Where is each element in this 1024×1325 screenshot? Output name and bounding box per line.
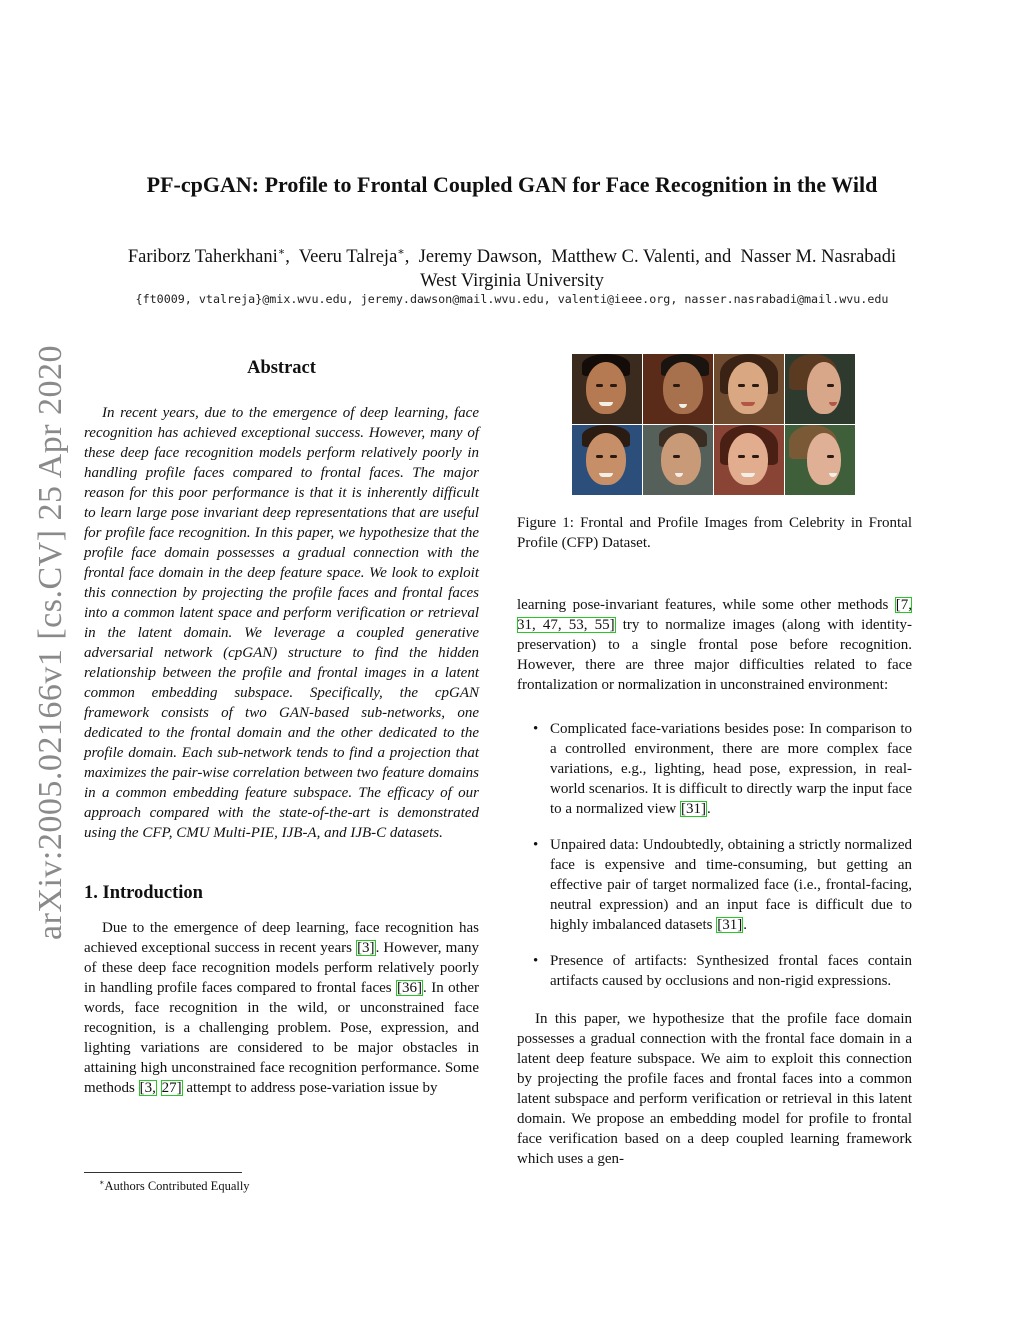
face-thumbnail-profile	[643, 354, 713, 424]
introduction-heading: 1. Introduction	[84, 883, 203, 903]
text-run: Complicated face-variations besides pose: In comparison to a controlled environment, there are more complex face variations, e.g., lighting, head pose, expression, in real-world scenarios. It is difficult to directly warp the input face to a normalized view	[550, 721, 912, 817]
text-run: Presence of artifacts: Synthesized frontal faces contain artifacts caused by occlusions and non-rigid expressions.	[550, 953, 912, 989]
citation-link[interactable]: [36]	[397, 980, 423, 996]
face-thumbnail-profile	[785, 354, 855, 424]
citation-link[interactable]: [3,	[139, 1080, 156, 1096]
text-run: try to normalize images (along with identity-preservation) to a single frontal pose before recognition. However, there are three major difficulties related to face frontalization or normalization in unconstrained environment:	[517, 617, 912, 693]
face-thumbnail-frontal	[572, 425, 642, 495]
text-run: .	[743, 917, 747, 933]
figure-caption: Figure 1: Frontal and Profile Images from Celebrity in Frontal Profile (CFP) Dataset.	[517, 515, 912, 551]
right-column	[517, 354, 912, 1169]
face-thumbnail-frontal	[714, 354, 784, 424]
author-name: Matthew C. Valenti, and	[551, 247, 732, 268]
footnote-rule	[84, 1172, 242, 1173]
citation-link[interactable]: [31]	[717, 917, 743, 933]
affiliation: West Virginia University	[420, 271, 604, 292]
bullet-icon: •	[533, 721, 539, 737]
author-name: Jeremy Dawson,	[418, 247, 542, 268]
bullet-icon: •	[533, 837, 539, 853]
text-run: Unpaired data: Undoubtedly, obtaining a strictly normalized face is expensive and time-consuming, but getting an effective pair of target normalized face (i.e., frontal-facing, neutral expression) and an input face is difficult due to highly imbalanced datasets	[550, 837, 912, 933]
citation-link[interactable]: [7, 31, 47, 53, 55]	[517, 597, 912, 633]
list-item	[517, 835, 912, 935]
right-paragraph-2: In this paper, we hypothesize that the profile face domain possesses a gradual connection with the frontal face domain in a latent deep feature subspace. We aim to exploit this connection by projecting the profile faces and frontal faces into a common latent subspace and perform verification or retrieval in this latent domain. We propose an embedding model for profile to frontal face verification based on a deep coupled learning framework which uses a gen-	[517, 1011, 912, 1167]
text-run: . In other words, face recognition in the wild, or unconstrained face recognition, is a challenging problem. Pose, expression, and lighting variations are considered to be major obstacles in attaining high unconstrained face recognition performance. Some methods	[84, 980, 479, 1096]
face-thumbnail-profile	[785, 425, 855, 495]
citation-link[interactable]: [31]	[680, 801, 706, 817]
author-name: Fariborz Taherkhani	[127, 247, 278, 268]
right-paragraph-1	[517, 595, 912, 695]
text-run: . However, many of these deep face recognition models perform relatively poorly in handling profile faces compared to frontal faces	[84, 940, 479, 996]
abstract-text: In recent years, due to the emergence of deep learning, face recognition has achieved exceptional success. However, many of these deep face recognition models perform relatively poorly in handling profile faces compared to frontal faces. The major reason for this poor performance is that it is inherently difficult to learn large pose invariant deep representations that are useful for profile face recognition. In this paper, we hypothesize that the profile face domain possesses a gradual connection with the frontal face domain in the deep feature space. We look to exploit this connection by projecting the profile faces and frontal faces into a common latent space and perform verification or retrieval in the latent domain. We leverage a coupled generative adversarial network (cpGAN) structure to find the hidden relationship between the profile and frontal images in a latent common embedding subspace. Specifically, the cpGAN framework consists of two GAN-based sub-networks, one dedicated to the frontal domain and the other dedicated to the profile domain. Each sub-network tends to find a projection that maximizes the pair-wise correlation between two feature domains in a common embedding feature subspace. The efficacy of our approach compared with the state-of-the-art is demonstrated using the CFP, CMU Multi-PIE, IJB-A, and IJB-C datasets.	[84, 405, 479, 841]
face-thumbnail-profile	[643, 425, 713, 495]
text-run: learning pose-invariant features, while some other methods	[517, 597, 895, 613]
footnote-mark: ∗	[99, 1178, 105, 1187]
list-item	[517, 719, 912, 819]
author-name: Veeru Talreja	[298, 247, 398, 268]
paper-title: PF-cpGAN: Profile to Frontal Coupled GAN for Face Recognition in the Wild	[146, 172, 878, 197]
left-column	[84, 354, 479, 1098]
author-block: Fariborz Taherkhani∗, Veeru Talreja∗, Jeremy Dawson, Matthew C. Valenti, and Nasser M. Nasrabadi West Virginia University	[127, 246, 897, 292]
text-run: Due to the emergence of deep learning, face recognition has achieved exceptional success in recent years	[84, 920, 479, 956]
citation-link[interactable]: 27]	[161, 1080, 182, 1096]
author-emails: {ft0009, vtalreja}@mix.wvu.edu, jeremy.dawson@mail.wvu.edu, valenti@ieee.org, nasser.nasrabadi@mail.wvu.edu	[135, 292, 889, 306]
abstract-heading: Abstract	[247, 358, 316, 378]
face-thumbnail-frontal	[572, 354, 642, 424]
equal-contribution-mark: ∗	[277, 246, 286, 258]
list-item	[517, 951, 912, 991]
difficulties-list	[517, 719, 912, 991]
citation-link[interactable]: [3]	[357, 940, 375, 956]
introduction-paragraph	[84, 918, 479, 1098]
figure-face-grid	[572, 354, 855, 495]
text-run: .	[706, 801, 711, 817]
equal-contribution-mark: ∗	[397, 246, 405, 258]
face-thumbnail-frontal	[714, 425, 784, 495]
text-run: attempt to address pose-variation issue by	[182, 1080, 438, 1096]
footnote-text: Authors Contributed Equally	[104, 1179, 250, 1194]
footnote	[99, 1178, 250, 1194]
arxiv-identifier: arXiv:2005.02166v1 [cs.CV] 25 Apr 2020	[32, 344, 69, 940]
author-name: Nasser M. Nasrabadi	[740, 247, 897, 268]
bullet-icon: •	[533, 953, 539, 969]
